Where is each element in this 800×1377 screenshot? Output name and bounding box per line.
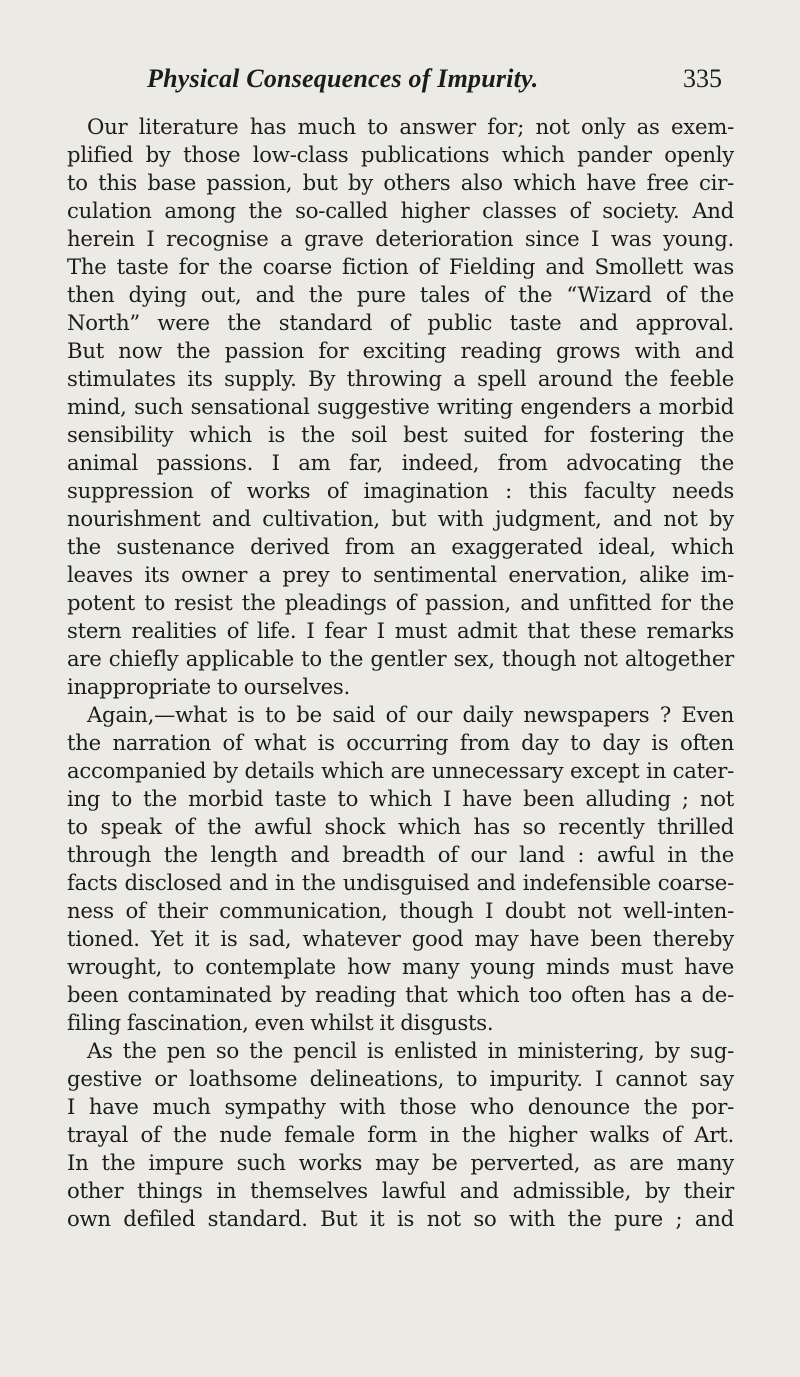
text-line: been contaminated by reading that which too often has a de-	[67, 982, 734, 1007]
text-line: mind, such sensational suggestive writing engenders a morbid	[67, 394, 734, 419]
text-line: gestive or loathsome delineations, to impurity. I cannot say	[67, 1066, 734, 1091]
text-line: Again,—what is to be said of our daily newspapers ? Even	[87, 702, 734, 727]
body-text	[67, 113, 734, 1233]
text-line: to this base passion, but by others also which have free cir-	[67, 170, 734, 195]
text-line: through the length and breadth of our land : awful in the	[67, 842, 734, 867]
text-line: accompanied by details which are unnecessary except in cater-	[67, 758, 734, 783]
text-line: In the impure such works may be perverted, as are many	[67, 1150, 734, 1175]
text-line: But now the passion for exciting reading grows with and	[67, 338, 734, 363]
text-line: potent to resist the pleadings of passion, and unfitted for the	[67, 590, 734, 615]
text-line: suppression of works of imagination : this faculty needs	[67, 478, 734, 503]
text-line: tioned. Yet it is sad, whatever good may have been thereby	[67, 926, 734, 951]
text-line: herein I recognise a grave deterioration since I was young.	[67, 226, 734, 251]
text-line: are chiefly applicable to the gentler sex, though not altogether	[67, 646, 734, 671]
text-line: plified by those low-class publications which pander openly	[67, 142, 734, 167]
text-line: ness of their communication, though I doubt not well-inten-	[67, 898, 734, 923]
text-line: As the pen so the pencil is enlisted in ministering, by sug-	[87, 1038, 734, 1063]
running-title: Physical Consequences of Impurity.	[147, 64, 539, 93]
text-line: animal passions. I am far, indeed, from advocating the	[67, 450, 734, 475]
text-line: the sustenance derived from an exaggerated ideal, which	[67, 534, 734, 559]
text-line: nourishment and cultivation, but with judgment, and not by	[67, 506, 734, 531]
text-line: North” were the standard of public taste and approval.	[67, 310, 734, 335]
text-line: facts disclosed and in the undisguised and indefensible coarse-	[67, 870, 734, 895]
text-line: trayal of the nude female form in the higher walks of Art.	[67, 1122, 734, 1147]
page-header	[0, 64, 800, 98]
text-line: leaves its owner a prey to sentimental enervation, alike im-	[67, 562, 734, 587]
text-line: sensibility which is the soil best suited for fostering the	[67, 422, 734, 447]
text-line: Our literature has much to answer for; not only as exem-	[87, 114, 734, 139]
text-line: own defiled standard. But it is not so with the pure ; and	[67, 1206, 734, 1231]
text-line: the narration of what is occurring from day to day is often	[67, 730, 734, 755]
text-line: to speak of the awful shock which has so recently thrilled	[67, 814, 734, 839]
text-line: culation among the so-called higher classes of society. And	[67, 198, 734, 223]
text-line: stimulates its supply. By throwing a spell around the feeble	[67, 366, 734, 391]
text-line: ing to the morbid taste to which I have been alluding ; not	[67, 786, 734, 811]
text-line: inappropriate to ourselves.	[67, 674, 351, 699]
text-line: filing fascination, even whilst it disgusts.	[67, 1010, 494, 1035]
text-line: wrought, to contemplate how many young minds must have	[67, 954, 734, 979]
text-line: then dying out, and the pure tales of the “Wizard of the	[67, 282, 734, 307]
text-line: I have much sympathy with those who denounce the por-	[67, 1094, 734, 1119]
text-line: other things in themselves lawful and admissible, by their	[67, 1178, 734, 1203]
text-line: The taste for the coarse fiction of Fielding and Smollett was	[67, 254, 734, 279]
text-line: stern realities of life. I fear I must admit that these remarks	[67, 618, 734, 643]
page-number: 335	[683, 64, 722, 93]
